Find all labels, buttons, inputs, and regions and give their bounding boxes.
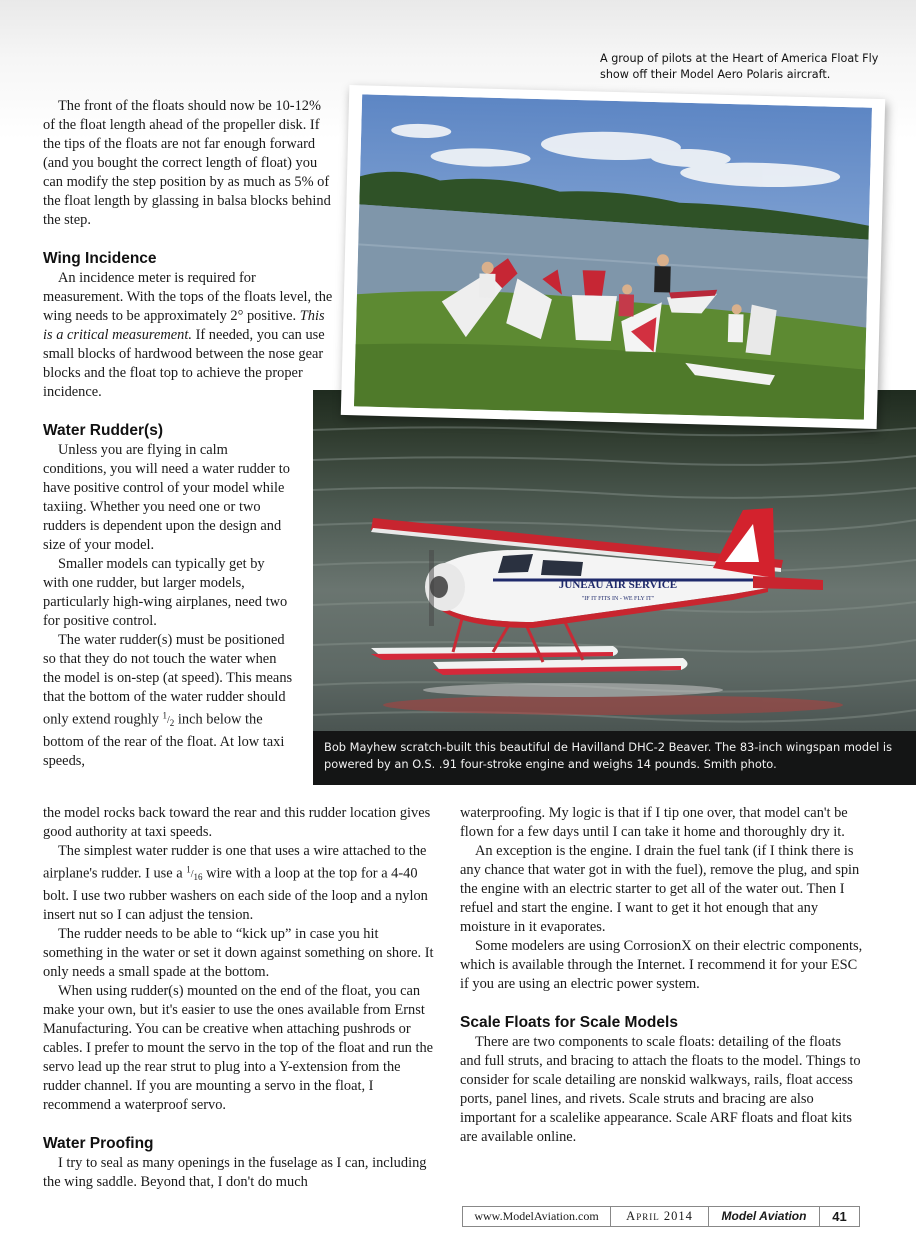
livery-slogan: "IF IT FITS IN - WE FLY IT" bbox=[581, 596, 655, 602]
paragraph-rudder-authority: the model rocks back toward the rear and this rudder location gives good authority at taxi speeds. bbox=[43, 805, 431, 840]
beaver-photo bbox=[313, 390, 916, 785]
paragraph-simplest-rudder: The simplest water rudder is one that uses a wire attached to the airplane's rudder. I use a $^1/_{16}$ wire with a loop at the top for a 4-40 bolt. I use two rubber washers on each side of the loop and a nylon insert nut so I can adjust the tension. bbox=[43, 843, 428, 924]
footer-page-number: 41 bbox=[832, 1209, 847, 1224]
left-column-bottom bbox=[43, 804, 441, 1192]
paragraph-rudder-position: The water rudder(s) must be positioned so that they do not touch the water when the model is on-step (at speed). This means that the bottom of the water rudder should only extend roughly $^1/_2$ inch below the bottom of the rear of the float. At low taxi speeds, bbox=[43, 632, 293, 770]
heading-water-rudders: Water Rudder(s) bbox=[43, 422, 163, 439]
fraction-numerator: 1 bbox=[162, 711, 168, 721]
beaver-illustration bbox=[313, 390, 916, 731]
paragraph-float-position: The front of the floats should now be 10-12% of the float length ahead of the propeller disk. If the tips of the floats are not far enough forward (and you bought the correct length of float) you can modify the step position by as much as 5% of the float length by glassing in balsa blocks behind the step. bbox=[43, 98, 331, 228]
paragraph-corrosionx: Some modelers are using CorrosionX on their electric components, which is available through the Internet. I recommend it for your ESC if you are using an electric power system. bbox=[460, 938, 863, 992]
left-column-top bbox=[43, 97, 333, 771]
heading-scale-floats: Scale Floats for Scale Models bbox=[460, 1014, 678, 1031]
page-footer bbox=[462, 1206, 860, 1227]
paragraph-seal: I try to seal as many openings in the fuselage as I can, including the wing saddle. Beyond that, I don't do much bbox=[43, 1155, 427, 1191]
paragraph-ernst: When using rudder(s) mounted on the end of the float, you can make your own, but it's easier to use the ones available from Ernst Manufacturing. You can be creative when attaching pushrods or cables. I prefer to mount the servo in the top of the float and run the servo lead up the rear strut to plug into a Y-extension from the rudder channel. If you are mounting a servo in the float, I recommend a waterproof servo. bbox=[43, 983, 434, 1114]
paragraph-engine: An exception is the engine. I drain the fuel tank (if I think there is any chance that water got in with the fuel), remove the plug, and spin the engine with an electric starter to get all of the water out. Then I refuel and start the engine. I want to get it hot enough that any moisture in it evaporates. bbox=[460, 843, 860, 935]
lake-photo bbox=[341, 85, 885, 429]
heading-wing-incidence: Wing Incidence bbox=[43, 250, 157, 267]
paragraph-rudder-need: Unless you are flying in calm conditions, you will need a water rudder to have positive control of your model while taxiing. Whether you need one or two rudders is dependent upon the design and size of your model. bbox=[43, 442, 290, 553]
fraction-denominator: 2 bbox=[169, 718, 175, 729]
beaver-photo-caption: Bob Mayhew scratch-built this beautiful de Havilland DHC-2 Beaver. The 83-inch wingspan model is powered by an O.S. .91 four-stroke engine and weighs 14 pounds. Smith photo. bbox=[313, 731, 916, 785]
paragraph-kick-up: The rudder needs to be able to “kick up” in case you hit something in the water or set it down against something on shore. It only needs a small spade at the bottom. bbox=[43, 926, 434, 981]
paragraph-rudder-count: Smaller models can typically get by with one rudder, but larger models, particularly high-wing airplanes, need two for positive control. bbox=[43, 556, 288, 629]
lake-photo-caption: A group of pilots at the Heart of America Float Fly show off their Model Aero Polaris aircraft. bbox=[600, 52, 879, 81]
heading-water-proofing: Water Proofing bbox=[43, 1135, 154, 1153]
footer-date: April 2014 bbox=[611, 1207, 709, 1226]
paragraph-waterproofing-logic: waterproofing. My logic is that if I tip one over, that model can't be flown for a few days until I can take it home and thoroughly dry it. bbox=[460, 805, 848, 840]
lake-illustration bbox=[354, 94, 872, 419]
footer-magazine: Model Aviation bbox=[709, 1207, 820, 1226]
livery-name: JUNEAU AIR SERVICE bbox=[558, 579, 678, 591]
right-column bbox=[460, 804, 865, 1147]
footer-website: www.ModelAviation.com bbox=[463, 1207, 611, 1226]
paragraph-incidence: An incidence meter is required for measurement. With the tops of the floats level, the wing needs to be approximately 2° positive. This is a critical measurement. If needed, you can use small blocks of hardwood between the nose gear blocks and the float top to achieve the proper incidence. bbox=[43, 270, 333, 400]
paragraph-scale-floats: There are two components to scale floats: detailing of the floats and full struts, and bracing to attach the floats to the model. Things to consider for scale detailing are nonskid walkways, rails, float access ports, panel lines, and rivets. Scale struts and bracing are also important for a scalelike appearance. Scale ARF floats and float kits are available online. bbox=[460, 1034, 861, 1145]
